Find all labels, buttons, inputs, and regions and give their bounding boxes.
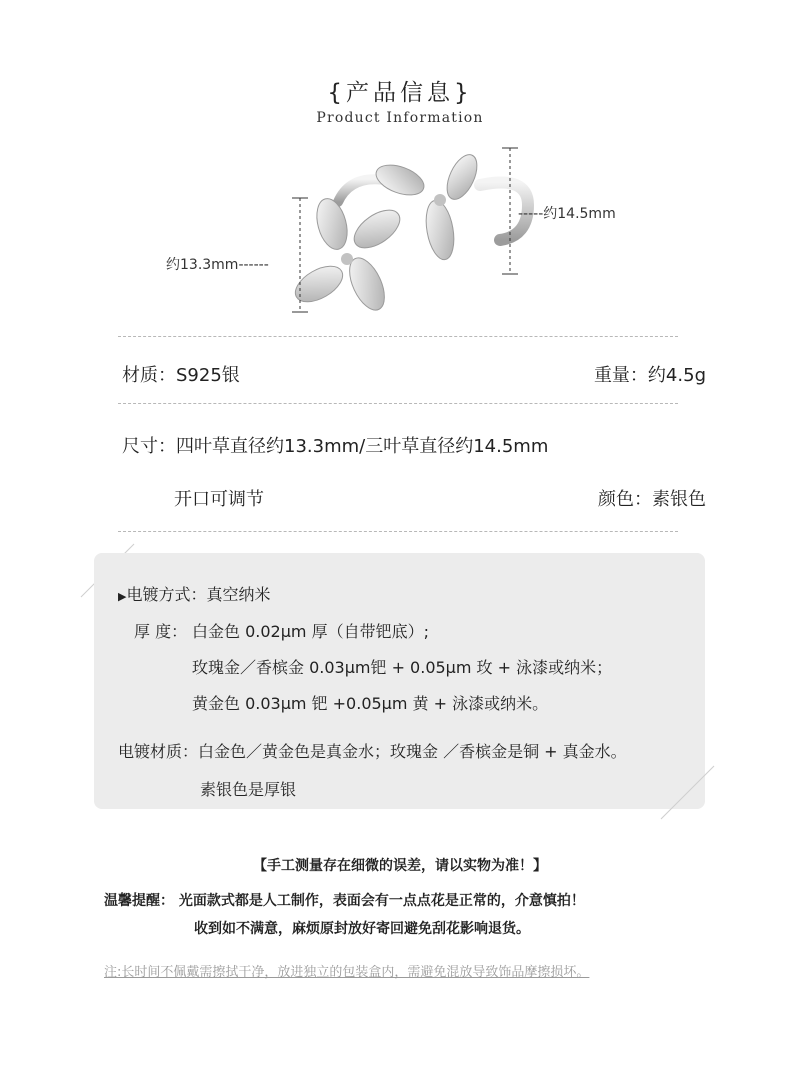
ring-product-image: [150, 140, 670, 330]
plating-material-note: 素银色是厚银: [200, 780, 297, 799]
four-leaf-clover: [289, 195, 406, 315]
plating-material: 电镀材质：白金色／黄金色是真金水；玫瑰金 ／香槟金是铜 + 真金水。: [118, 742, 627, 761]
thickness-label: 厚 度：: [134, 622, 188, 641]
care-note: 注:长时间不佩戴需擦拭干净，放进独立的包装盒内，需避免混放导致饰品摩擦损坏。: [104, 965, 590, 980]
divider: [118, 531, 678, 532]
plating-method: ▶电镀方式：真空纳米: [118, 585, 271, 604]
page-subtitle: Product Information: [316, 110, 484, 126]
reminder-line: 收到如不满意，麻烦原封放好寄回避免刮花影响退货。: [194, 921, 530, 937]
diameter-label-four-leaf: 约13.3mm------: [166, 257, 269, 273]
adjustable-spec: 开口可调节: [174, 489, 264, 510]
divider: [118, 403, 678, 404]
page-title: {产品信息}: [327, 80, 473, 106]
diameter-label-three-leaf: -----约14.5mm: [518, 206, 616, 222]
color-spec: 颜色：素银色: [598, 489, 706, 510]
ring-band-left: [338, 179, 385, 202]
divider: [118, 336, 678, 337]
thickness-line: 玫瑰金／香槟金 0.03μm钯 + 0.05μm 玫 + 泳漆或纳米；: [192, 658, 613, 677]
size-spec: 尺寸：四叶草直径约13.3mm/三叶草直径约14.5mm: [122, 436, 549, 457]
weight-spec: 重量：约4.5g: [593, 365, 706, 386]
three-leaf-clover: [372, 150, 483, 262]
material-spec: 材质：S925银: [122, 365, 240, 386]
triangle-bullet-icon: ▶: [118, 590, 127, 603]
thickness-line: 黄金色 0.03μm 钯 +0.05μm 黄 + 泳漆或纳米。: [192, 694, 549, 713]
thickness-line: 白金色 0.02μm 厚（自带钯底）;: [192, 622, 429, 641]
measurement-note: 【手工测量存在细微的误差，请以实物为准！】: [253, 858, 547, 874]
reminder-line: 温馨提醒： 光面款式都是人工制作，表面会有一点点花是正常的，介意慎拍！: [104, 893, 585, 909]
